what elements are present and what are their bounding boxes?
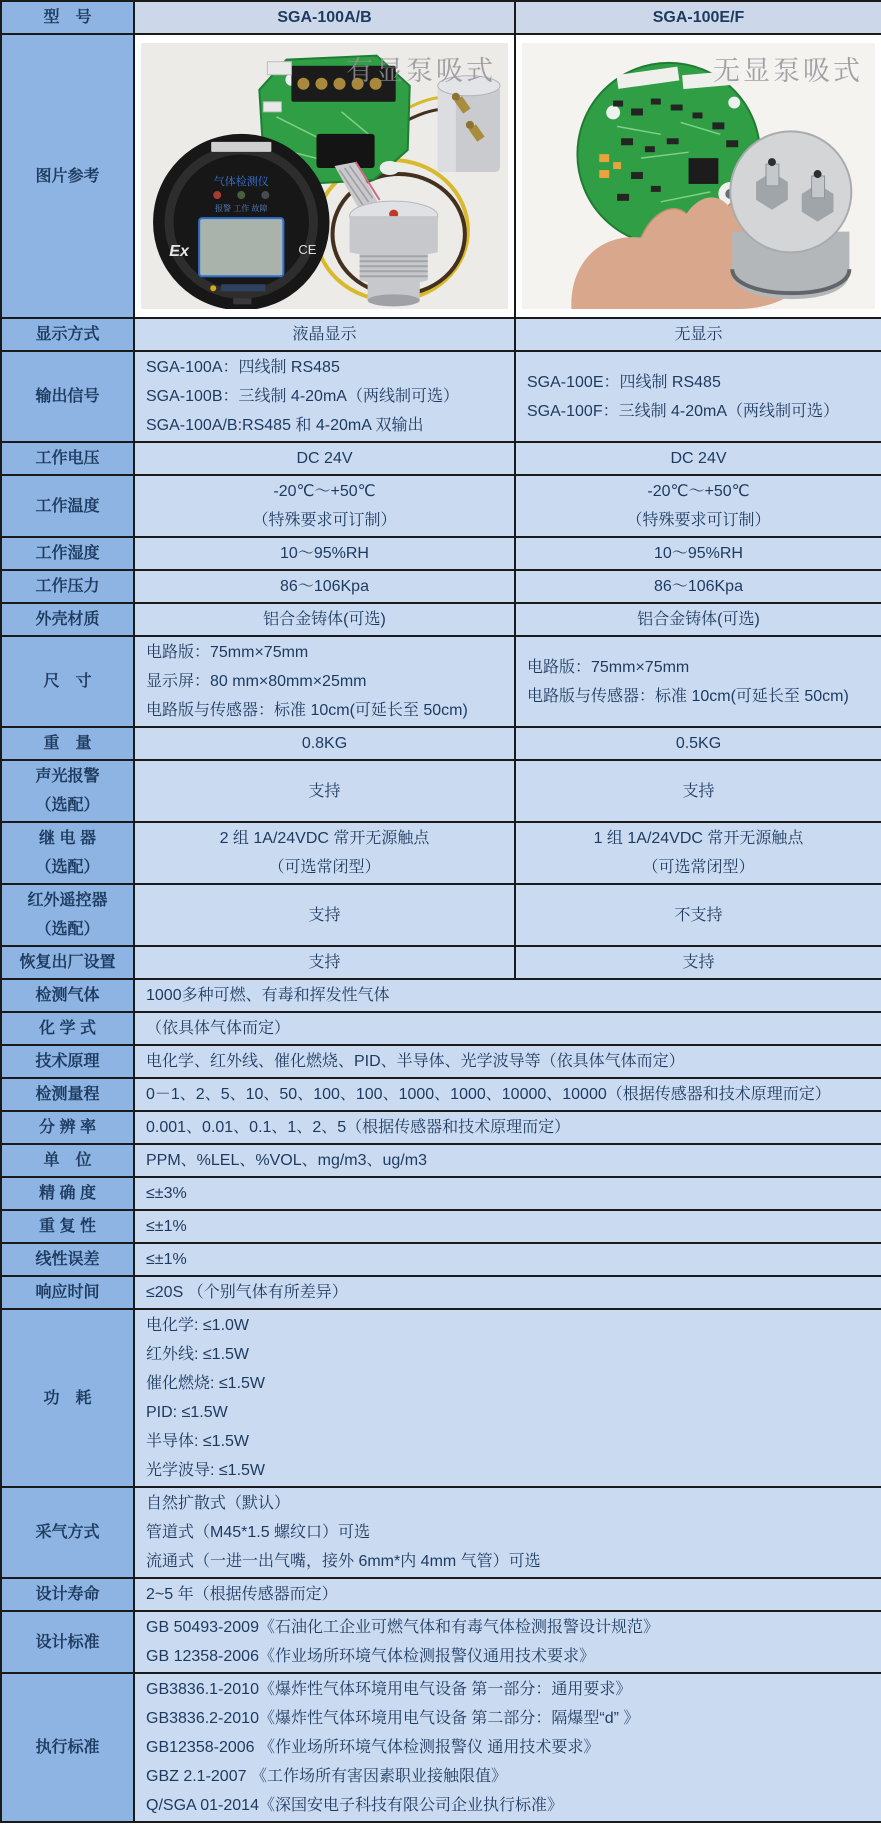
spec-value-line: 催化燃烧: ≤1.5W: [146, 1375, 266, 1392]
spec-value-line: 显示屏：80 mm×80mm×25mm: [146, 673, 367, 690]
spec-value-line: GB 50493-2009《石油化工企业可燃气体和有毒气体检测报警设计规范》: [146, 1619, 659, 1636]
spec-cell-col2: [515, 760, 881, 822]
row-label-line: 工作温度: [35, 497, 100, 515]
row-label-line: 继 电 器: [39, 830, 96, 847]
spec-row-audible-visual-alarm: [1, 760, 881, 822]
row-label-line: （选配）: [35, 797, 100, 814]
spec-value-line: ≤±1%: [146, 1251, 187, 1268]
spec-value-line: 0－1、2、5、10、50、100、100、1000、1000、10000、10000（根据传感器和技术原理而定）: [146, 1086, 831, 1103]
row-label-line: （选配）: [35, 859, 100, 876]
row-label-line: 尺 寸: [43, 673, 92, 690]
spec-row-response-time: [1, 1276, 881, 1309]
spec-cell-col1: [134, 475, 515, 537]
spec-cell-col1: [134, 603, 515, 636]
row-label-line: 检测量程: [35, 1086, 100, 1103]
row-label: [1, 1276, 134, 1309]
spec-cell-col1: [134, 442, 515, 475]
spec-value-line: 电路版：75mm×75mm: [146, 644, 309, 661]
row-label-line: 工作压力: [35, 578, 100, 595]
row-label-line: 执行标准: [35, 1739, 100, 1756]
spec-row-shell-material: [1, 603, 881, 636]
spec-value-line: GB 12358-2006《作业场所环境气体检测报警仪通用技术要求》: [146, 1648, 595, 1665]
row-label: [1, 1144, 134, 1177]
table-header-row: [1, 1, 881, 34]
row-label-line: 重 复 性: [39, 1218, 96, 1235]
row-label-line: 工作湿度: [35, 545, 100, 562]
spec-cell-col1: [134, 822, 515, 884]
product-photo-ab: [141, 43, 508, 309]
spec-value-line: 86～106Kpa: [280, 578, 369, 595]
spec-cell-col2: [515, 475, 881, 537]
spec-value-line: （可选常闭型）: [268, 859, 381, 876]
row-label-line: 输出信号: [35, 388, 100, 405]
spec-row-execution-standard: [1, 1673, 881, 1822]
spec-value-line: SGA-100A：四线制 RS485: [146, 359, 340, 376]
spec-row-technical-principle: [1, 1045, 881, 1078]
spec-value-line: ≤±1%: [146, 1218, 187, 1235]
row-label-line: 显示方式: [35, 326, 100, 343]
row-label-line: 精 确 度: [39, 1185, 96, 1202]
spec-value-line: GB3836.1-2010《爆炸性气体环境用电气设备 第一部分：通用要求》: [146, 1681, 632, 1698]
row-label-line: 恢复出厂设置: [19, 954, 116, 971]
row-label-line: 设计标准: [35, 1633, 100, 1651]
row-label: [1, 442, 134, 475]
spec-value-line: 电路版：75mm×75mm: [527, 658, 690, 676]
photo-cell-ef: [515, 34, 881, 318]
photo-cell-ab: [134, 34, 515, 318]
row-label: [1, 1111, 134, 1144]
spec-cell-full: [134, 1012, 881, 1045]
spec-value-line: （依具体气体而定）: [146, 1020, 291, 1037]
spec-value-line: 支持: [308, 954, 341, 971]
spec-value-line: 电化学、红外线、催化燃烧、PID、半导体、光学波导等（依具体气体而定）: [146, 1053, 685, 1070]
row-label: [1, 1045, 134, 1078]
row-label: [1, 1210, 134, 1243]
spec-row-display-mode: [1, 318, 881, 351]
spec-value-line: -20℃～+50℃: [273, 483, 376, 500]
row-label: [1, 1078, 134, 1111]
row-label-line: 外壳材质: [35, 611, 100, 628]
spec-cell-col1: [134, 884, 515, 946]
spec-value-line: 电化学: ≤1.0W: [146, 1317, 250, 1334]
spec-cell-full: [134, 1243, 881, 1276]
row-label: [1, 1578, 134, 1611]
spec-cell-full: [134, 1487, 881, 1578]
spec-row-resolution: [1, 1111, 881, 1144]
spec-value-line: 不支持: [674, 906, 723, 924]
spec-cell-col1: [134, 636, 515, 727]
spec-row-power-consumption: [1, 1309, 881, 1487]
spec-cell-col2: [515, 537, 881, 570]
spec-value-line: （特殊要求可订制）: [252, 512, 397, 529]
row-label: [1, 1611, 134, 1673]
spec-value-line: 2 组 1A/24VDC 常开无源触点: [219, 830, 430, 847]
spec-value-line: 光学波导: ≤1.5W: [146, 1462, 266, 1479]
spec-row-units: [1, 1144, 881, 1177]
spec-cell-col2: [515, 946, 881, 979]
spec-cell-full: [134, 1177, 881, 1210]
watermark-ab: 有显泵吸式: [346, 56, 496, 86]
spec-row-relay: [1, 822, 881, 884]
row-label-line: 分 辨 率: [39, 1119, 96, 1136]
spec-row-accuracy: [1, 1177, 881, 1210]
spec-value-line: （可选常闭型）: [642, 859, 755, 876]
row-label: [1, 1309, 134, 1487]
row-label: [1, 822, 134, 884]
row-label: [1, 537, 134, 570]
row-label: [1, 884, 134, 946]
spec-value-line: 10～95%RH: [654, 545, 743, 562]
spec-cell-col1: [134, 351, 515, 442]
spec-row-chemical-formula: [1, 1012, 881, 1045]
detector-head-ab: [153, 134, 329, 309]
product-photo-ef: [522, 43, 875, 309]
model-header-label: 型 号: [1, 1, 134, 34]
spec-value-line: SGA-100A/B:RS485 和 4-20mA 双输出: [146, 417, 424, 434]
row-label: [1, 727, 134, 760]
spec-value-line: 无显示: [674, 326, 723, 343]
row-label-line: 线性误差: [35, 1251, 100, 1268]
spec-value-line: SGA-100F：三线制 4-20mA（两线制可选）: [527, 402, 840, 420]
row-label-line: 设计寿命: [35, 1586, 100, 1603]
spec-value-line: 支持: [308, 782, 341, 800]
spec-row-weight: [1, 727, 881, 760]
row-label: [1, 1177, 134, 1210]
spec-rows: [1, 318, 881, 1822]
row-label: [1, 636, 134, 727]
row-label-line: （选配）: [35, 921, 100, 938]
spec-cell-col1: [134, 318, 515, 351]
spec-cell-col2: [515, 442, 881, 475]
row-label-line: 重 量: [43, 735, 92, 752]
spec-cell-full: [134, 979, 881, 1012]
spec-value-line: 自然扩散式（默认）: [146, 1495, 291, 1512]
model-ef-header: SGA-100E/F: [515, 1, 881, 34]
spec-value-line: ≤±3%: [146, 1185, 187, 1202]
row-label-line: 响应时间: [35, 1284, 100, 1301]
spec-cell-full: [134, 1309, 881, 1487]
spec-value-line: DC 24V: [296, 450, 353, 467]
spec-value-line: 1000多种可燃、有毒和挥发性气体: [146, 987, 390, 1004]
spec-cell-col1: [134, 570, 515, 603]
spec-cell-col2: [515, 636, 881, 727]
spec-cell-col2: [515, 727, 881, 760]
row-label-line: 化 学 式: [39, 1020, 96, 1037]
sensor-cylinder-ef: [730, 131, 851, 299]
spec-value-line: （特殊要求可订制）: [626, 512, 771, 529]
spec-value-line: 支持: [308, 906, 341, 924]
model-ab-header: SGA-100A/B: [134, 1, 515, 34]
spec-value-line: -20℃～+50℃: [647, 483, 750, 500]
spec-value-line: GBZ 2.1-2007 《工作场所有害因素职业接触限值》: [146, 1768, 507, 1785]
row-label: [1, 603, 134, 636]
spec-row-detection-range: [1, 1078, 881, 1111]
spec-row-design-standard: [1, 1611, 881, 1673]
spec-value-line: GB12358-2006 《作业场所环境气体检测报警仪 通用技术要求》: [146, 1739, 600, 1756]
spec-value-line: 86～106Kpa: [654, 578, 743, 595]
row-label-line: 功 耗: [43, 1389, 92, 1407]
photo-row: [1, 34, 881, 318]
svg-text:报警 工作 故障: 报警 工作 故障: [214, 204, 268, 214]
spec-cell-full: [134, 1111, 881, 1144]
row-label: [1, 1487, 134, 1578]
spec-cell-full: [134, 1578, 881, 1611]
spec-cell-col2: [515, 351, 881, 442]
spec-row-ir-remote: [1, 884, 881, 946]
spec-value-line: Q/SGA 01-2014《深国安电子科技有限公司企业执行标准》: [146, 1797, 563, 1814]
spec-value-line: 0.5KG: [675, 735, 722, 752]
spec-row-dimensions: [1, 636, 881, 727]
spec-value-line: PPM、%LEL、%VOL、mg/m3、ug/m3: [146, 1152, 427, 1169]
spec-row-working-humidity: [1, 537, 881, 570]
spec-value-line: SGA-100B：三线制 4-20mA（两线制可选）: [146, 388, 459, 405]
row-label: [1, 318, 134, 351]
spec-row-factory-reset: [1, 946, 881, 979]
spec-value-line: 红外线: ≤1.5W: [146, 1346, 250, 1363]
spec-value-line: 1 组 1A/24VDC 常开无源触点: [593, 830, 804, 847]
spec-value-line: 2~5 年（根据传感器而定）: [146, 1586, 338, 1603]
row-label-line: 检测气体: [35, 987, 100, 1004]
svg-text:气体检测仪: 气体检测仪: [213, 176, 269, 189]
spec-cell-full: [134, 1611, 881, 1673]
spec-value-line: 铝合金铸体(可选): [637, 611, 760, 628]
row-label: [1, 475, 134, 537]
row-label: [1, 351, 134, 442]
watermark-ef: 无显泵吸式: [713, 56, 863, 86]
row-label: [1, 946, 134, 979]
spec-value-line: ≤20S （个别气体有所差异）: [146, 1284, 348, 1301]
photo-row-label: 图片参考: [1, 34, 134, 318]
row-label: [1, 1673, 134, 1822]
spec-cell-col2: [515, 884, 881, 946]
spec-value-line: 10～95%RH: [280, 545, 369, 562]
spec-cell-full: [134, 1276, 881, 1309]
svg-text:CE: CE: [298, 242, 317, 258]
spec-cell-col2: [515, 570, 881, 603]
spec-value-line: 液晶显示: [292, 326, 357, 343]
spec-cell-col2: [515, 822, 881, 884]
row-label-line: 红外遥控器: [27, 892, 108, 909]
spec-row-working-temperature: [1, 475, 881, 537]
row-label-line: 工作电压: [35, 450, 100, 467]
spec-cell-col1: [134, 727, 515, 760]
row-label-line: 单 位: [43, 1152, 92, 1169]
spec-cell-full: [134, 1078, 881, 1111]
spec-cell-full: [134, 1045, 881, 1078]
spec-value-line: 支持: [682, 782, 715, 800]
spec-row-working-voltage: [1, 442, 881, 475]
spec-cell-col1: [134, 760, 515, 822]
spec-row-working-pressure: [1, 570, 881, 603]
spec-cell-full: [134, 1210, 881, 1243]
spec-value-line: PID: ≤1.5W: [146, 1404, 228, 1421]
row-label: [1, 979, 134, 1012]
spec-value-line: 电路版与传感器：标准 10cm(可延长至 50cm): [146, 702, 468, 719]
spec-value-line: DC 24V: [670, 450, 727, 467]
row-label: [1, 760, 134, 822]
spec-row-linearity-error: [1, 1243, 881, 1276]
spec-value-line: 支持: [682, 954, 715, 971]
row-label: [1, 1243, 134, 1276]
spec-value-line: 管道式（M45*1.5 螺纹口）可选: [146, 1524, 371, 1541]
spec-value-line: 铝合金铸体(可选): [263, 611, 386, 628]
spec-value-line: 半导体: ≤1.5W: [146, 1433, 250, 1450]
row-label-line: 声光报警: [35, 768, 100, 785]
spec-cell-col1: [134, 946, 515, 979]
spec-cell-full: [134, 1144, 881, 1177]
spec-cell-full: [134, 1673, 881, 1822]
spec-value-line: 0.8KG: [301, 735, 348, 752]
row-label-line: 采气方式: [35, 1524, 100, 1541]
spec-row-repeatability: [1, 1210, 881, 1243]
row-label-line: 技术原理: [35, 1053, 100, 1070]
spec-value-line: SGA-100E：四线制 RS485: [527, 373, 721, 391]
spec-value-line: 流通式（一进一出气嘴，接外 6mm*内 4mm 气管）可选: [146, 1553, 541, 1570]
spec-row-output-signal: [1, 351, 881, 442]
spec-value-line: 0.001、0.01、0.1、1、2、5（根据传感器和技术原理而定）: [146, 1119, 571, 1136]
svg-text:Ex: Ex: [169, 242, 189, 261]
pump-cylinder-ab: [438, 76, 500, 172]
spec-value-line: GB3836.2-2010《爆炸性气体环境用电气设备 第二部分：隔爆型“d” 》: [146, 1710, 640, 1727]
spec-cell-col1: [134, 537, 515, 570]
spec-row-design-life: [1, 1578, 881, 1611]
spec-cell-col2: [515, 603, 881, 636]
spec-row-sampling-method: [1, 1487, 881, 1578]
row-label: [1, 570, 134, 603]
row-label: [1, 1012, 134, 1045]
spec-row-detected-gas: [1, 979, 881, 1012]
spec-cell-col2: [515, 318, 881, 351]
spec-value-line: 电路版与传感器：标准 10cm(可延长至 50cm): [527, 687, 849, 705]
